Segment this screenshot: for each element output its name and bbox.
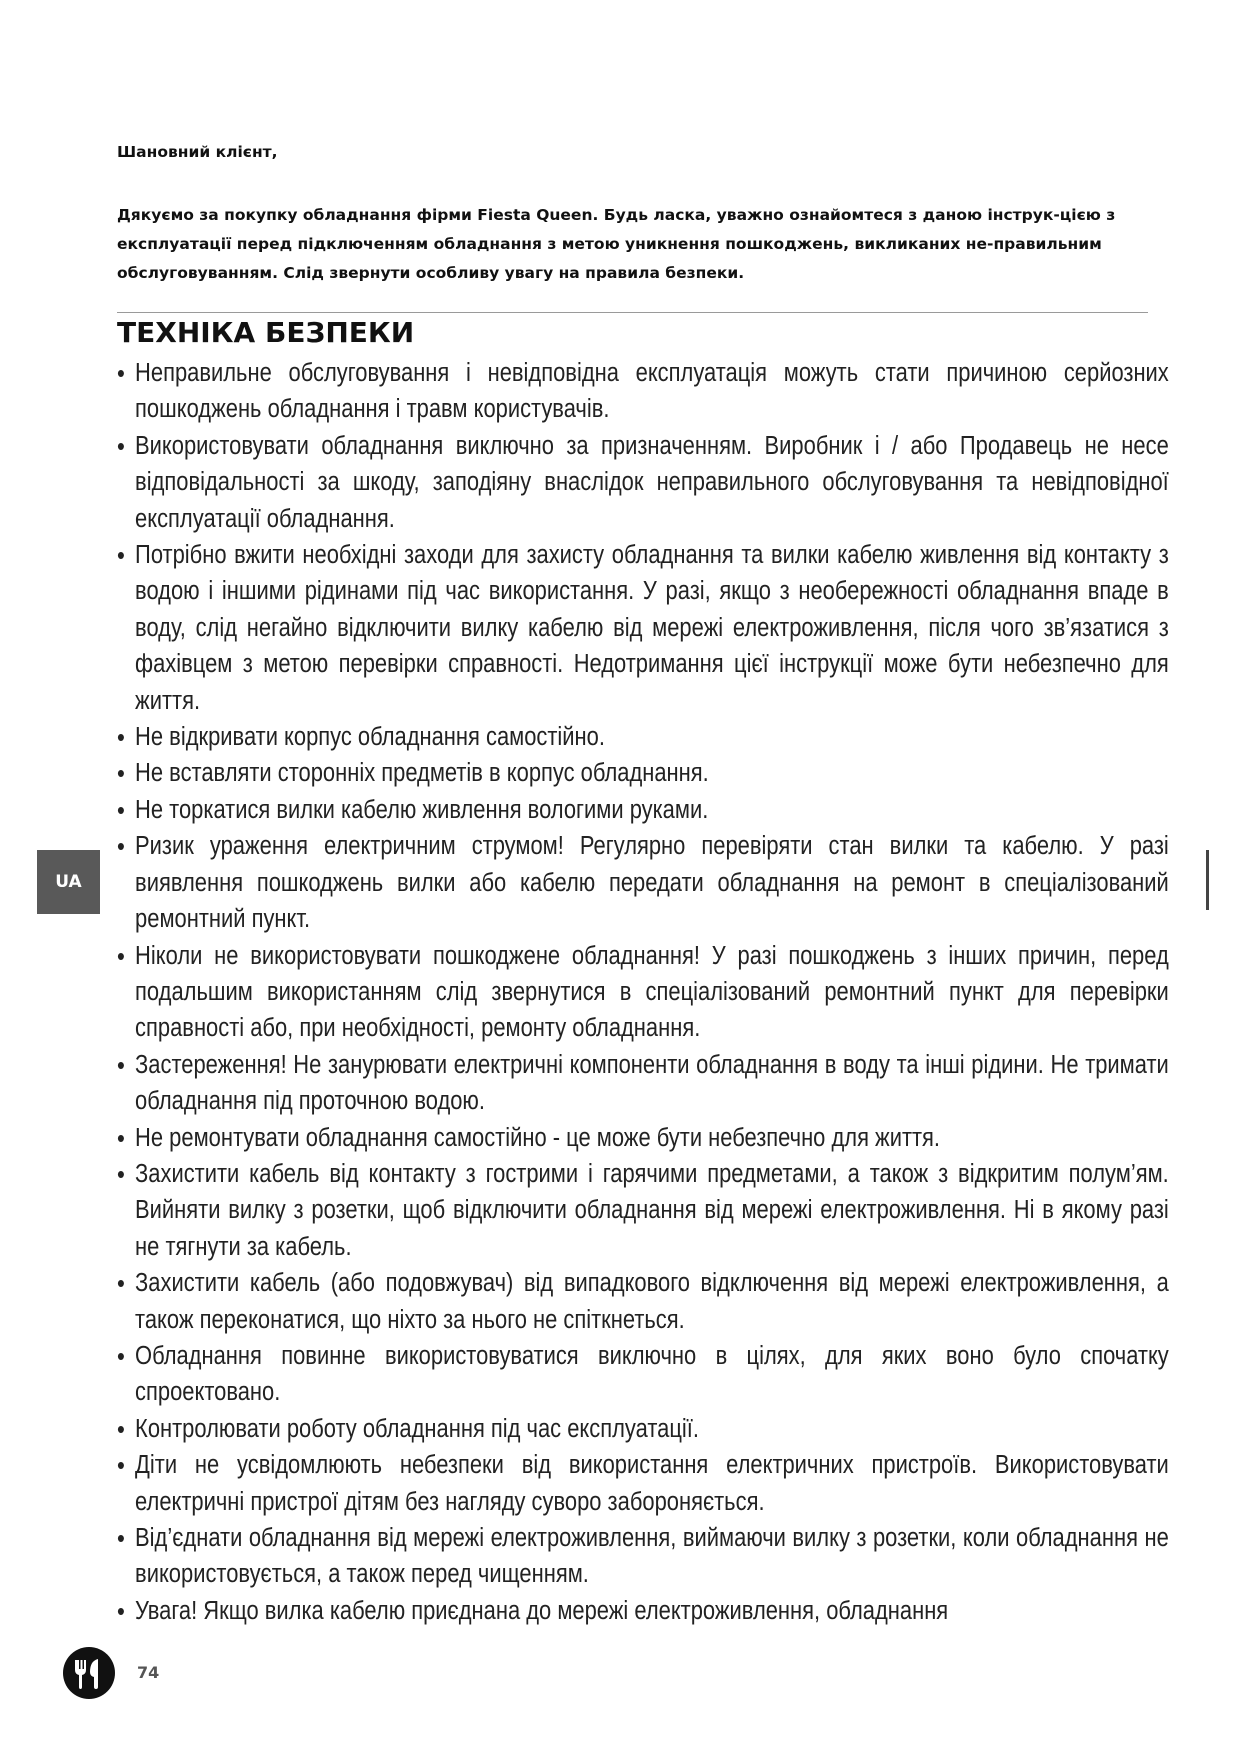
- bullet-icon: •: [117, 1413, 125, 1444]
- page-edge-marker: [1206, 850, 1209, 910]
- intro-paragraph: Дякуємо за покупку обладнання фірми Fiesta Queen. Будь ласка, уважно ознайомтеся з даною інструк-цією з експлуатації перед підключенням обладнання з метою уникнення пошкоджень, викликаних не-правильним обслуговуванням. Слід звернути особливу увагу на правила безпеки.: [117, 206, 1116, 282]
- list-item: • Захистити кабель (або подовжувач) від випадкового відключення від мережі електроживлення, а також переконатися, що ніхто за нього не спіткнеться.: [117, 1265, 1169, 1338]
- bullet-icon: •: [117, 794, 125, 825]
- section-title: ТЕХНІКА БЕЗПЕКИ: [117, 316, 415, 349]
- bullet-icon: •: [117, 758, 125, 789]
- list-item: • Захистити кабель від контакту з гострими і гарячими предметами, а також з відкритим полум’ям. Вийняти вилку з розетки, щоб відключити обладнання від мережі електроживлення. Ні в якому разі не тягнути за кабель.: [117, 1156, 1169, 1265]
- bullet-icon: •: [117, 358, 125, 388]
- bullet-icon: •: [117, 1340, 125, 1371]
- list-item: • Не відкривати корпус обладнання самостійно.: [117, 719, 1169, 755]
- bullet-icon: •: [117, 1450, 125, 1481]
- list-item: • Застереження! Не занурювати електричні компоненти обладнання в воду та інші рідини. Не тримати обладнання під проточною водою.: [117, 1047, 1169, 1120]
- bullet-icon: •: [117, 430, 125, 461]
- bullet-icon: •: [117, 722, 125, 753]
- bullet-icon: •: [117, 831, 125, 862]
- cutlery-logo-icon: [63, 1647, 115, 1699]
- language-tab: UA: [37, 850, 100, 914]
- safety-list: [117, 355, 1169, 1629]
- bullet-icon: •: [117, 1049, 125, 1080]
- list-item: • Не ремонтувати обладнання самостійно - це може бути небезпечно для життя.: [117, 1120, 1169, 1156]
- greeting: Шановний клієнт,: [117, 143, 278, 161]
- bullet-icon: •: [117, 540, 125, 571]
- list-item: • Неправильне обслуговування і невідповідна експлуатація можуть стати причиною серйозних пошкоджень обладнання і травм користувачів.: [117, 355, 1169, 428]
- bullet-icon: •: [117, 1268, 125, 1299]
- bullet-icon: •: [117, 1158, 125, 1189]
- list-item: • Ніколи не використовувати пошкоджене обладнання! У разі пошкоджень з інших причин, перед подальшим використанням слід звернутися в спеціалізований ремонтний пункт для перевірки справності або, при необхідності, ремонту обладнання.: [117, 938, 1169, 1047]
- list-item: • Не вставляти сторонніх предметів в корпус обладнання.: [117, 755, 1169, 791]
- list-item: • Використовувати обладнання виключно за призначенням. Виробник і / або Продавець не несе відповідальності за шкоду, заподіяну внаслідок неправильного обслуговування та невідповідної експлуатації обладнання.: [117, 428, 1169, 537]
- list-item: • Не торкатися вилки кабелю живлення вологими руками.: [117, 792, 1169, 828]
- bullet-icon: •: [117, 940, 125, 971]
- bullet-icon: •: [117, 1122, 125, 1153]
- bullet-icon: •: [117, 1523, 125, 1553]
- list-item: • Контролювати роботу обладнання під час експлуатації.: [117, 1411, 1169, 1447]
- list-item: • Ризик ураження електричним струмом! Регулярно перевіряти стан вилки та кабелю. У разі виявлення пошкоджень вилки або кабелю передати обладнання на ремонт в спеціалізований ремонтний пункт.: [117, 828, 1169, 937]
- list-item: • Діти не усвідомлюють небезпеки від використання електричних пристроїв. Використовувати електричні пристрої дітям без нагляду суворо забороняється.: [117, 1447, 1169, 1520]
- page-number: 74: [137, 1663, 160, 1682]
- list-item: • Потрібно вжити необхідні заходи для захисту обладнання та вилки кабелю живлення від контакту з водою і іншими рідинами під час використання. У разі, якщо з необережності обладнання впаде в воду, слід негайно відключити вилку кабелю від мережі електроживлення, після чого зв’язатися з фахівцем з метою перевірки справності. Недотримання цієї інструкції може бути небезпечно для життя.: [117, 537, 1169, 719]
- bullet-icon: •: [117, 1595, 125, 1626]
- list-item: • Увага! Якщо вилка кабелю приєднана до мережі електроживлення, обладнання: [117, 1593, 1169, 1629]
- section-divider: [117, 312, 1148, 313]
- list-item: • Від’єднати обладнання від мережі електроживлення, виймаючи вилку з розетки, коли обладнання не використовується, а також перед чищенням.: [117, 1520, 1169, 1593]
- list-item: • Обладнання повинне використовуватися виключно в цілях, для яких воно було спочатку спроектовано.: [117, 1338, 1169, 1411]
